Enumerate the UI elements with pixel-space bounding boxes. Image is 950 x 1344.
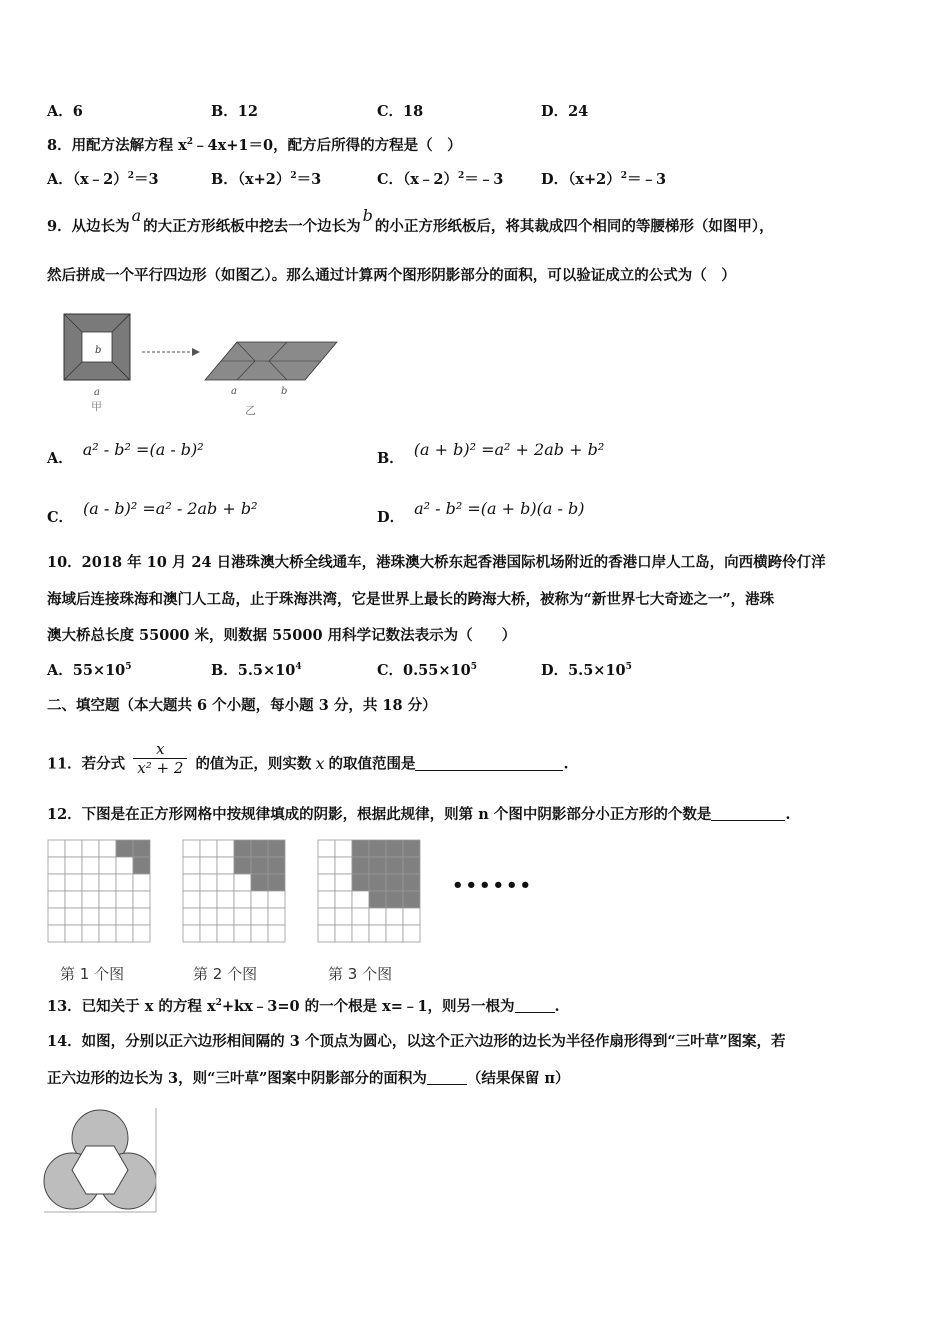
grid-cell [82,891,99,908]
grid-cell [268,891,285,908]
grid-cell [48,891,65,908]
answer-blank-12[interactable] [711,806,785,821]
grid-cell [386,840,403,857]
grid-cell [183,891,200,908]
grid-cell [335,857,352,874]
grid-cell [318,891,335,908]
grid-cell [82,908,99,925]
q9-option-a: A． a² - b² =(a - b)² [47,440,204,467]
q9-option-b: B． (a + b)² =a² + 2ab + b² [377,440,605,467]
arrow-icon [140,346,202,358]
grid-cell [369,840,386,857]
figure-jia [62,312,132,412]
grid-cell [65,857,82,874]
grid-cell [82,840,99,857]
grid-cell [318,840,335,857]
section-2-heading: 二、填空题（本大题共 6 个小题，每小题 3 分，共 18 分） [47,697,437,714]
grid-cell [369,874,386,891]
caption-figure-2: 第 2 个图 [193,965,258,983]
answer-blank-13[interactable] [515,998,555,1013]
grid-cell [200,908,217,925]
grid-cell [386,857,403,874]
q12-stem: 12．下图是在正方形网格中按规律填成的阴影，根据此规律，则第 n 个图中阴影部分小正方形的个数是 . [47,806,791,823]
clover-figure [40,1108,162,1216]
grid-cell [65,840,82,857]
grid-cell [48,874,65,891]
q10-option-d: D．$5.5\times 10^5$ [541,662,632,679]
grid-cell [116,925,133,942]
fig-label-b: b [95,345,102,356]
caption-jia: 甲 [91,400,102,412]
q8-option-a: A．（x﹣2）$^2$＝3 [47,171,159,188]
q7-option-d: D．24 [541,103,589,120]
q14-line2: 正六边形的边长为 3，则“三叶草”图案中阴影部分的面积为 （结果保留 π） [47,1070,570,1087]
formula-a: a² - b² =(a - b)² [82,440,204,459]
grid-cell [133,857,150,874]
grid-cell [403,925,420,942]
q9-stem-line2: 然后拼成一个平行四边形（如图乙）。那么通过计算两个图形阴影部分的面积，可以验证成立的公式为（ ） [47,267,736,284]
grid-cell [369,857,386,874]
grid-cell [217,857,234,874]
q8-stem: 8．用配方法解方程 $x^2﹣4x+1=0$，配方后所得的方程是（ ） [47,137,462,154]
grid-cell [99,925,116,942]
grid-cell [116,857,133,874]
answer-blank-14[interactable] [427,1070,467,1085]
grid-cell [403,891,420,908]
grid-cell [99,908,116,925]
grid-cell [183,925,200,942]
caption-yi: 乙 [245,404,256,417]
grid-figures [40,836,540,956]
formula-b: (a + b)² =a² + 2ab + b² [413,440,605,459]
ellipsis-dots: •••••• [452,875,534,896]
grid-cell [335,925,352,942]
grid-cell [99,840,116,857]
grid-cell [369,908,386,925]
q9-option-c: C． (a - b)² =a² - 2ab + b² [47,499,258,526]
grid-cell [318,925,335,942]
grid-cell [65,874,82,891]
grid-cell [352,925,369,942]
grid-cell [335,891,352,908]
grid-cell [116,840,133,857]
q7-option-a: A．6 [47,103,83,120]
grid-cell [133,891,150,908]
grid-cell [99,891,116,908]
grid-cell [268,874,285,891]
grid-cell [217,908,234,925]
grid-cell [234,891,251,908]
grid-cell [133,908,150,925]
grid-cell [183,908,200,925]
grid-cell [65,925,82,942]
q11-stem: 11．若分式 $\frac{x}{\text{x² + 2}}$ 的值为正，则实数 x 的取值范围是 . [47,740,569,777]
grid-cell [234,925,251,942]
q13-stem: 13．已知关于 x 的方程 $x^2+kx﹣3=0$ 的一个根是 x=﹣1，则另一根为 . [47,998,560,1015]
var-b: b [362,206,373,225]
grid-cell [217,874,234,891]
grid-cell [318,857,335,874]
grid-cell [82,925,99,942]
grid-cell [318,908,335,925]
grid-cell [335,874,352,891]
grid-cell [200,840,217,857]
fraction-numerator: x [133,740,187,759]
caption-figure-3: 第 3 个图 [328,965,393,983]
grid-cell [234,908,251,925]
grid-cell [403,908,420,925]
q7-option-b: B．12 [211,103,258,120]
grid-cell [65,908,82,925]
grid-cell [48,857,65,874]
fraction [133,740,187,777]
grid-cell [352,908,369,925]
grid-cell [116,908,133,925]
grid-cell [268,857,285,874]
grid-cell [386,874,403,891]
grid-cell [234,874,251,891]
figure-yi [203,338,343,418]
grid-cell [403,874,420,891]
q10-line3: 澳大桥总长度 55000 米，则数据 55000 用科学记数法表示为（ ） [47,627,517,644]
grid-cell [318,874,335,891]
grid-cell [234,857,251,874]
grid-cell [200,857,217,874]
grid-cell [99,857,116,874]
grid-cell [133,925,150,942]
grid-cell [133,840,150,857]
grid-cell [386,925,403,942]
grid-cell [48,840,65,857]
q10-option-c: C．$0.55\times 10^5$ [377,662,477,679]
grid-cell [217,840,234,857]
grid-cell [251,840,268,857]
grid-cell [200,874,217,891]
grid-cell [352,840,369,857]
grid-cell [183,857,200,874]
q8-option-c: C．（x﹣2）$^2$＝﹣3 [377,171,504,188]
grid-cell [183,874,200,891]
grid-cell [200,891,217,908]
q10-line1: 10．2018 年 10 月 24 日港珠澳大桥全线通车，港珠澳大桥东起香港国际机场附近的香港口岸人工岛，向西横跨伶仃洋 [47,554,826,571]
grid-cell [234,840,251,857]
grid-cell [352,857,369,874]
q9-stem-line1: 9．从边长为a的大正方形纸板中挖去一个边长为b的小正方形纸板后，将其裁成四个相同的等腰梯形（如图甲）， [47,206,774,235]
grid-cell [352,891,369,908]
grid-cell [217,891,234,908]
var-a: a [131,206,142,225]
q7-option-c: C．18 [377,103,424,120]
grid-cell [48,925,65,942]
fig-label-a: a [94,387,100,398]
formula-d: a² - b² =(a + b)(a - b) [414,499,585,518]
grid-cell [403,857,420,874]
grid-cell [369,925,386,942]
grid-cell [116,891,133,908]
q14-line1: 14．如图，分别以正六边形相间隔的 3 个顶点为圆心，以这个正六边形的边长为半径作扇形得到“三叶草”图案，若 [47,1033,786,1050]
fraction-denominator: x² + 2 [137,759,184,777]
grid-cell [335,840,352,857]
grid-cell [251,857,268,874]
grid-cell [183,840,200,857]
fig-label-a2: a [231,386,237,397]
grid-cell [369,891,386,908]
grid-cell [251,925,268,942]
grid-cell [82,857,99,874]
grid-cell [133,874,150,891]
grid-cell [251,908,268,925]
formula-c: (a - b)² =a² - 2ab + b² [83,499,258,518]
q10-line2: 海域后连接珠海和澳门人工岛，止于珠海洪湾，它是世界上最长的跨海大桥，被称为“新世界七大奇迹之一”，港珠 [47,591,775,608]
grid-cell [268,840,285,857]
q8-option-d: D．$(x+2)^2=﹣3$ [541,171,667,188]
grid-cell [251,891,268,908]
grid-cell [48,908,65,925]
grid-cell [386,908,403,925]
grid-cell [335,908,352,925]
grid-cell [65,891,82,908]
grid-cell [99,874,116,891]
caption-figure-1: 第 1 个图 [60,965,125,983]
q8-option-b: B．$(x+2)^2=3$ [211,171,322,188]
grid-cell [352,874,369,891]
q10-option-a: A．$55\times 10^5$ [47,662,132,679]
grid-cell [251,874,268,891]
grid-cell [268,908,285,925]
fig-label-b2: b [281,386,288,397]
grid-cell [116,874,133,891]
grid-cell [200,925,217,942]
grid-cell [217,925,234,942]
grid-cell [82,874,99,891]
grid-cell [386,891,403,908]
answer-blank-11[interactable] [415,756,563,771]
grid-cell [268,925,285,942]
q10-option-b: B．$5.5\times 10^4$ [211,662,302,679]
q9-option-d: D． a² - b² =(a + b)(a - b) [377,499,585,526]
grid-cell [403,840,420,857]
